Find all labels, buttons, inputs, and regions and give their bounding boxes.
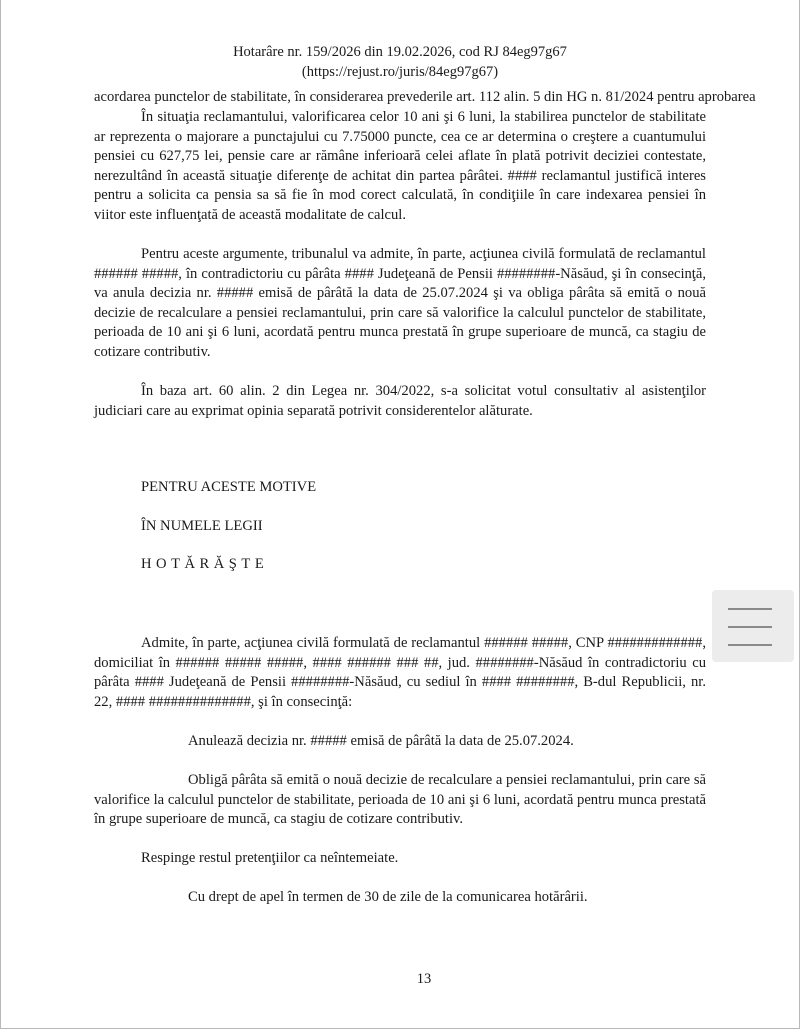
paragraph-text: În baza art. 60 alin. 2 din Legea nr. 304/2022, s-a solicitat votul consultativ al asistenţilor judiciari care au exprimat opinia separată potrivit considerentelor alăturate. <box>94 383 706 419</box>
paragraph-arguments <box>94 245 706 363</box>
paragraph-text: Cu drept de apel în termen de 30 de zile de la comunicarea hotărârii. <box>188 889 588 905</box>
header-title: Hotarâre nr. 159/2026 din 19.02.2026, cod RJ 84eg97g67 <box>233 44 567 60</box>
paragraph-annuls <box>188 732 728 752</box>
heading-decides: HOTĂRĂŞTE <box>141 556 269 572</box>
continued-line: acordarea punctelor de stabilitate, în considerarea prevederile art. 112 alin. 5 din HG n. 81/2024 pentru aprobarea <box>94 89 756 105</box>
paragraph-obliges <box>94 771 706 830</box>
heading-motives: PENTRU ACESTE MOTIVE <box>141 479 317 495</box>
paragraph-text: Anulează decizia nr. ##### emisă de pârâtă la data de 25.07.2024. <box>188 733 574 749</box>
document-header <box>0 42 800 82</box>
heading-in-the-name-of-law: ÎN NUMELE LEGII <box>141 518 263 534</box>
paragraph-rejects <box>141 849 753 869</box>
page-number: 13 <box>416 971 432 987</box>
paragraph-text: În situaţia reclamantului, valorificarea celor 10 ani şi 6 luni, la stabilirea punctelor de stabilitate ar reprezenta o majorare a punctajului cu 7.75000 puncte, cea ce ar determina o creştere a cuantumului pensiei cu 627,75 lei, pensie care ar rămâne inferioară celei aflate în plată potrivit deciziei contestate, nerezultând în această situaţie diferenţe de achitat din partea pârâtei. #### reclamantul justifică interes pentru a solicita ca pensia sa să fie în mod corect calculată, în condiţiile în care indexarea pensiei în viitor este influenţată de această modalitate de calcul. <box>94 109 706 223</box>
paragraph-situation <box>94 108 706 226</box>
header-source-link[interactable]: (https://rejust.ro/juris/84eg97g67) <box>301 64 499 80</box>
menu-button[interactable] <box>712 590 794 662</box>
paragraph-appeal <box>188 888 728 908</box>
paragraph-consultative-vote <box>94 382 706 421</box>
paragraph-admits <box>94 634 706 712</box>
paragraph-text: Respinge restul pretenţiilor ca neîntemeiate. <box>141 850 399 866</box>
paragraph-text: Admite, în parte, acţiunea civilă formulată de reclamantul ###### #####, CNP #############, domiciliat în ###### ##### #####, #### ###### ### ##, jud. ########-Năsăud în contradictoriu cu pârâta #### Judeţeană de Pensii ########-Năsăud, cu sediul în #### ########, B-dul Republicii, nr. 22, #### ##############, şi în consecinţă: <box>94 635 706 710</box>
paragraph-text: Pentru aceste argumente, tribunalul va admite, în parte, acţiunea civilă formulată de reclamantul ###### #####, în contradictoriu cu pârâta #### Judeţeană de Pensii ########-Năsăud, şi în consecinţă, va anula decizia nr. ##### emisă de pârâtă la data de 25.07.2024 şi va obliga pârâta să emită o nouă decizie de recalculare a pensiei reclamantului, prin care să valorifice la calculul punctelor de stabilitate, perioada de 10 ani şi 6 luni, acordată pentru munca prestată în grupe superioare de muncă, ca stagiu de cotizare contributiv. <box>94 246 706 360</box>
paragraph-text: Obligă pârâta să emită o nouă decizie de recalculare a pensiei reclamantului, prin care să valorifice la calculul punctelor de stabilitate, perioada de 10 ani şi 6 luni, acordată pentru munca prestată în grupe superioare de muncă, ca stagiu de cotizare contributiv. <box>94 772 706 828</box>
